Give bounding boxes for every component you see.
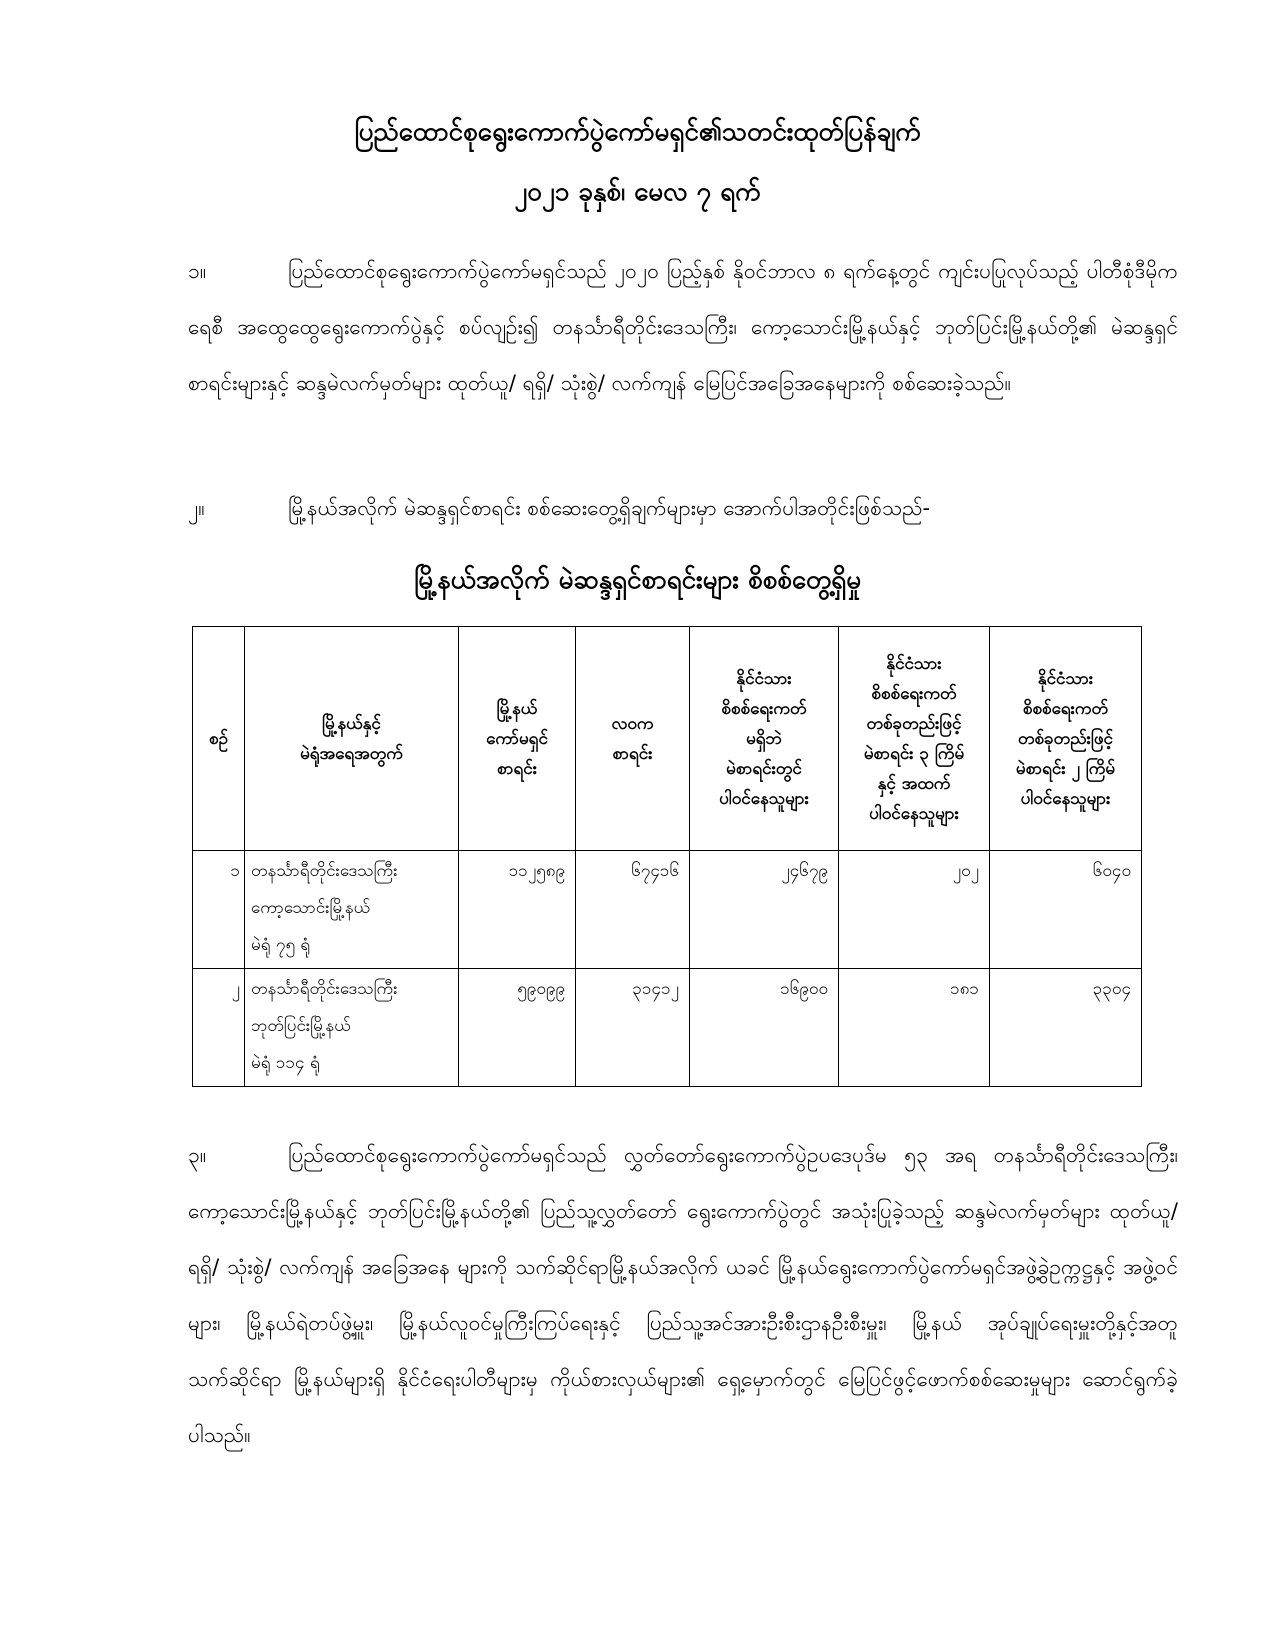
document-date: ၂၀၂၁ ခုနှစ်၊ မေလ ၇ ရက်	[514, 177, 761, 207]
paragraph-number: ၃။	[188, 1143, 207, 1167]
header-no-card: နိုင်ငံသား စိစစ်ရေးကတ် မရှိဘဲ မဲစာရင်းတွင် ပါဝင်နေသူများ	[690, 627, 839, 851]
cell-no-card: ၂၄၆၇၉	[690, 851, 839, 969]
cell-immigration-list: ၃၁၄၁၂	[576, 969, 690, 1087]
cell-no-card: ၁၆၉၀၀	[690, 969, 839, 1087]
paragraph-text: မြို့နယ်အလိုက် မဲဆန္ဒရှင်စာရင်း စစ်ဆေးတွေ့ရှိချက်များမှာ အောက်ပါအတိုင်းဖြစ်သည်-	[288, 496, 931, 520]
table-row	[193, 969, 1142, 1087]
cell-three-times: ၂၀၂	[839, 851, 990, 969]
document-title: ပြည်ထောင်စုရွေးကောက်ပွဲကော်မရှင်၏သတင်းထုတ်ပြန်ချက်	[354, 117, 921, 147]
header-three-times: နိုင်ငံသား စိစစ်ရေးကတ် တစ်ခုတည်းဖြင့် မဲစာရင်း ၃ ကြိမ် နှင့် အထက် ပါဝင်နေသူများ	[839, 627, 990, 851]
header-serial: စဉ်	[193, 627, 245, 851]
voter-list-table	[192, 626, 1142, 1087]
paragraph-1	[188, 243, 1178, 411]
table-header-row	[193, 627, 1142, 851]
paragraph-text: ပြည်ထောင်စုရွေးကောက်ပွဲကော်မရှင်သည် လွှတ်တော်ရွေးကောက်ပွဲဥပဒေပုဒ်မ ၅၃ အရ တနင်္သာရီတိုင်းဒေသကြီး၊ ကော့သောင်းမြို့နယ်နှင့် ဘုတ်ပြင်းမြို့နယ်တို့၏ ပြည်သူ့လွှတ်တော် ရွေးကောက်ပွဲတွင် အသုံးပြုခဲ့သည့် ဆန္ဒမဲလက်မှတ်များ ထုတ်ယူ/ ရရှိ/ သုံးစွဲ/ လက်ကျန် အခြေအနေ များကို သက်ဆိုင်ရာမြို့နယ်အလိုက် ယခင် မြို့နယ်ရွေးကောက်ပွဲကော်မရှင်အဖွဲ့ခွဲဥက္ကဋ္ဌနှင့် အဖွဲ့ဝင်များ၊ မြို့နယ်ရဲတပ်ဖွဲ့မှူး၊ မြို့နယ်လူဝင်မှုကြီးကြပ်ရေးနှင့် ပြည်သူ့အင်အားဦးစီးဌာနဦးစီးမှူး၊ မြို့နယ် အုပ်ချုပ်ရေးမှူးတို့နှင့်အတူ သက်ဆိုင်ရာ မြို့နယ်များရှိ နိုင်ငံရေးပါတီများမှ ကိုယ်စားလှယ်များ၏ ရှေ့မှောက်တွင် မြေပြင်ဖွင့်ဖောက်စစ်ဆေးမှုများ ဆောင်ရွက်ခဲ့ပါသည်။	[188, 1143, 1178, 1447]
paragraph-2	[188, 480, 1178, 536]
paragraph-number: ၂။	[188, 496, 205, 520]
cell-two-times: ၆၀၄၀	[990, 851, 1142, 969]
table-row	[193, 851, 1142, 969]
header-township: မြို့နယ်နှင့် မဲရုံအရေအတွက်	[245, 627, 459, 851]
cell-serial: ၁	[193, 851, 245, 969]
header-immigration-list: လဝက စာရင်း	[576, 627, 690, 851]
table-title: မြို့နယ်အလိုက် မဲဆန္ဒရှင်စာရင်းများ စိစစ်တွေ့ရှိမှု	[413, 565, 862, 595]
cell-three-times: ၁၈၁	[839, 969, 990, 1087]
cell-serial: ၂	[193, 969, 245, 1087]
header-two-times: နိုင်ငံသား စိစစ်ရေးကတ် တစ်ခုတည်းဖြင့် မဲစာရင်း ၂ ကြိမ် ပါဝင်နေသူများ	[990, 627, 1142, 851]
header-commission-list: မြို့နယ် ကော်မရှင် စာရင်း	[459, 627, 576, 851]
paragraph-3	[188, 1127, 1178, 1463]
cell-two-times: ၃၃၀၄	[990, 969, 1142, 1087]
cell-commission-list: ၅၉၀၉၉	[459, 969, 576, 1087]
paragraph-text: ပြည်ထောင်စုရွေးကောက်ပွဲကော်မရှင်သည် ၂၀၂၀ ပြည့်နှစ် နိုဝင်ဘာလ ၈ ရက်နေ့တွင် ကျင်းပပြုလုပ်သည့် ပါတီစုံဒီမိုကရေစီ အထွေထွေရွေးကောက်ပွဲနှင့် စပ်လျဉ်း၍ တနင်္သာရီတိုင်းဒေသကြီး၊ ကော့သောင်းမြို့နယ်နှင့် ဘုတ်ပြင်းမြို့နယ်တို့၏ မဲဆန္ဒရှင်စာရင်းများနှင့် ဆန္ဒမဲလက်မှတ်များ ထုတ်ယူ/ ရရှိ/ သုံးစွဲ/ လက်ကျန် မြေပြင်အခြေအနေများကို စစ်ဆေးခဲ့သည်။	[188, 259, 1178, 395]
cell-township: တနင်္သာရီတိုင်းဒေသကြီး ကော့သောင်းမြို့နယ် မဲရုံ ၇၅ ရုံ	[245, 851, 459, 969]
cell-commission-list: ၁၁၂၅၈၉	[459, 851, 576, 969]
cell-immigration-list: ၆၇၄၁၆	[576, 851, 690, 969]
cell-township: တနင်္သာရီတိုင်းဒေသကြီး ဘုတ်ပြင်းမြို့နယ် မဲရုံ ၁၁၄ ရုံ	[245, 969, 459, 1087]
paragraph-number: ၁။	[188, 259, 207, 283]
